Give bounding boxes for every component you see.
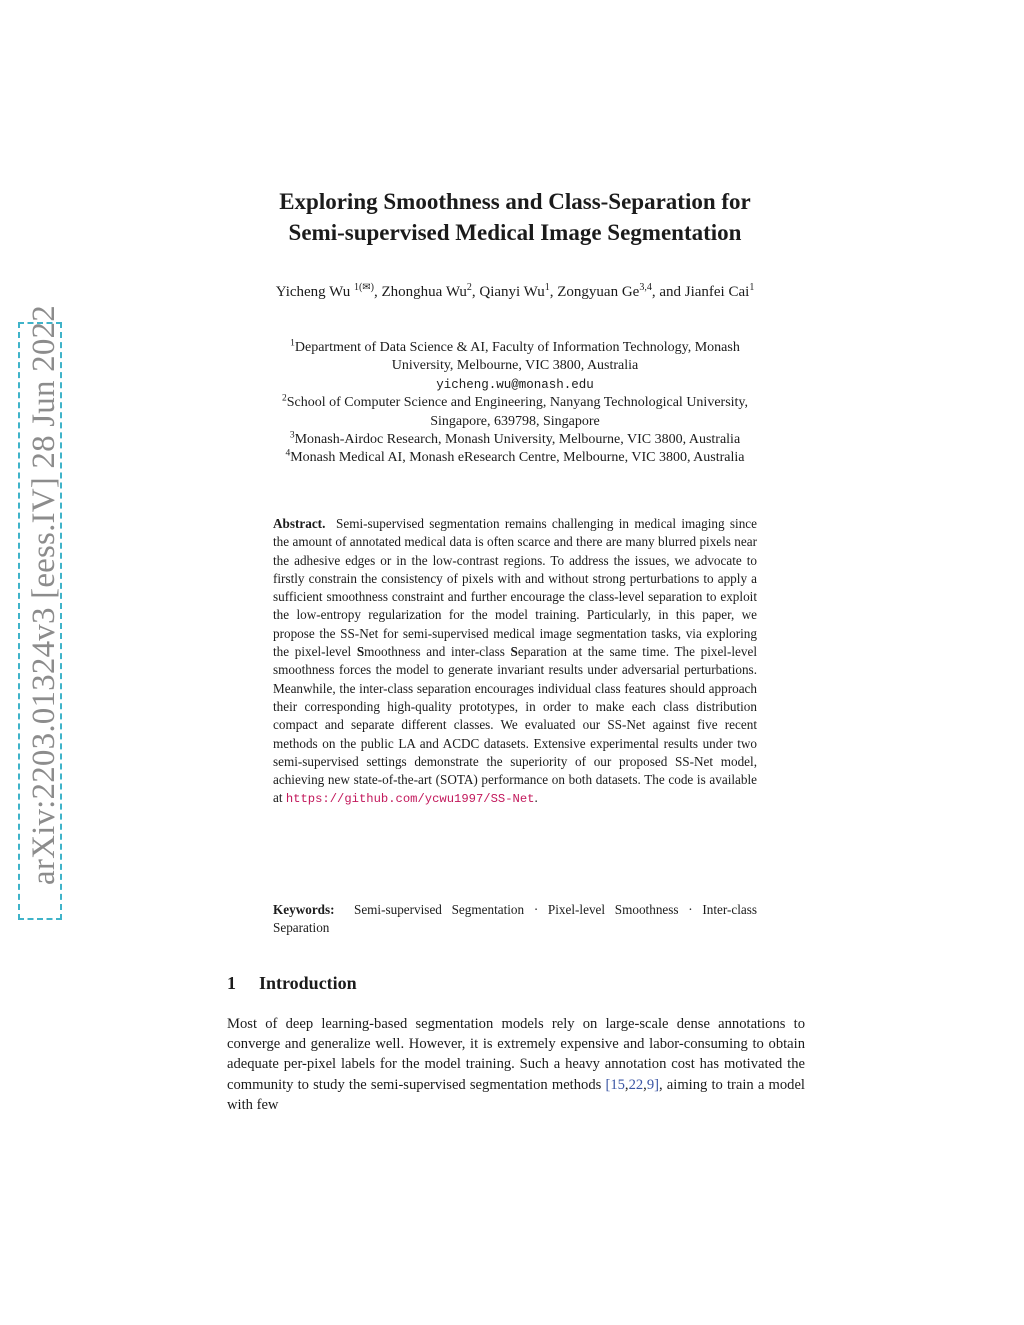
author-sup: 1 [749, 282, 755, 293]
abstract-bold-s: S [510, 644, 518, 660]
affiliation-sup: 2 [281, 393, 287, 404]
author-separator: , [549, 284, 558, 300]
abstract [273, 515, 757, 809]
author-name: Zhonghua Wu [381, 284, 467, 300]
author-separator: , and [651, 284, 685, 300]
citation-bracket: [ [605, 1076, 611, 1093]
author-name: Jianfei Cai [684, 284, 750, 300]
abstract-bold-s: S [356, 644, 365, 660]
citation-separator: , [643, 1076, 647, 1093]
affiliation-1-cont: University, Melbourne, VIC 3800, Australia [391, 358, 639, 374]
abstract-text: eparation at the same time. The pixel-level smoothness forces the model to generate invariant results under adversarial perturbations. Meanwhile, the inter-class separation encourages individual class features should approach their corresponding high-quality prototypes, in order to make each class distribution compact and separate different classes. We evaluated our SS-Net against five recent methods on the public LA and ACDC datasets. Extensive experimental results under two semi-supervised settings demonstrate the superiority of our proposed SS-Net model, achieving new state-of-the-art (SOTA) performance on both datasets. The code is available at [273, 644, 757, 806]
author-name: Zongyuan Ge [557, 284, 640, 300]
author-sup: 1(✉) [353, 282, 375, 293]
citation-link[interactable]: 22 [628, 1076, 644, 1093]
paper-title [180, 186, 850, 248]
arxiv-stamp-text: arXiv:2203.01324v3 [eess.IV] 28 Jun 2022 [26, 305, 62, 885]
author-email: yicheng.wu@monash.edu [436, 377, 594, 392]
intro-text: Most of deep learning-based segmentation models rely on large-scale dense annotations to converge and generalize well. However, it is extremely expensive and labor-consuming to obtain adequate per-pixel labels for the model training. Such a heavy annotation cost has motivated the community to study the semi-supervised segmentation methods [227, 1016, 805, 1093]
affiliation-text: Department of Data Science & AI, Faculty of Information Technology, Monash [294, 340, 740, 355]
abstract-text: Semi-supervised segmentation remains challenging in medical imaging since the amount of annotated medical data is often scarce and there are many blurred pixels near the adhesive edges or in the low-contrast regions. To address the issues, we advocate to firstly constrain the consistency of pixels with and without strong perturbations to apply a sufficient smoothness constraint and further encourage the class-level separation to exploit the low-entropy regularization for the model training. Particularly, in this paper, we propose the SS-Net for semi-supervised medical image segmentation tasks, via exploring the pixel-level [273, 516, 758, 660]
author-separator: , [374, 284, 382, 300]
citation-bracket: ] [654, 1076, 659, 1093]
affiliations [200, 339, 830, 468]
title-line-1: Exploring Smoothness and Class-Separation for [279, 189, 751, 214]
author-sup: 2 [466, 282, 472, 293]
section-number: 1 [227, 973, 236, 993]
author-name: Yicheng Wu [275, 284, 351, 300]
keywords-label: Keywords: [273, 902, 335, 917]
abstract-label: Abstract. [273, 516, 326, 531]
author-sup: 3,4 [639, 282, 652, 293]
citation-link[interactable]: 9 [646, 1076, 655, 1093]
title-line-2: Semi-supervised Medical Image Segmentation [288, 220, 742, 245]
code-link[interactable]: https://github.com/ycwu1997/SS-Net [285, 792, 535, 807]
affiliation-text: Monash-Airdoc Research, Monash University, Melbourne, VIC 3800, Australia [294, 432, 741, 448]
affiliation-text: School of Computer Science and Engineering, Nanyang Technological University, [286, 395, 749, 411]
affiliation-1 [200, 339, 830, 357]
citation-link[interactable]: 15 [610, 1076, 625, 1093]
affiliation-text: Monash Medical AI, Monash eResearch Centre, Melbourne, VIC 3800, Australia [290, 450, 745, 466]
intro-text: , aiming to train a model with few [227, 1076, 805, 1113]
affiliation-sup: 4 [285, 448, 291, 459]
author-list [210, 282, 820, 302]
author-sup: 1 [544, 282, 550, 293]
affiliation-3 [200, 431, 830, 449]
affiliation-4 [200, 449, 830, 467]
keywords-text: Semi-supervised Segmentation · Pixel-level Smoothness · Inter-class Separation [273, 902, 757, 936]
author-separator: , [471, 284, 480, 300]
affiliation-sup: 3 [289, 430, 295, 441]
section-title: Introduction [259, 973, 357, 993]
affiliation-2-cont: Singapore, 639798, Singapore [430, 413, 600, 429]
abstract-end: . [534, 790, 538, 806]
abstract-text: moothness and inter-class [364, 644, 511, 660]
keywords [273, 901, 757, 938]
intro-paragraph [227, 1014, 805, 1115]
citation-separator: , [624, 1076, 629, 1093]
section-heading [227, 971, 807, 995]
affiliation-sup: 1 [290, 338, 295, 349]
affiliation-2 [200, 394, 830, 412]
author-name: Qianyi Wu [479, 284, 545, 300]
